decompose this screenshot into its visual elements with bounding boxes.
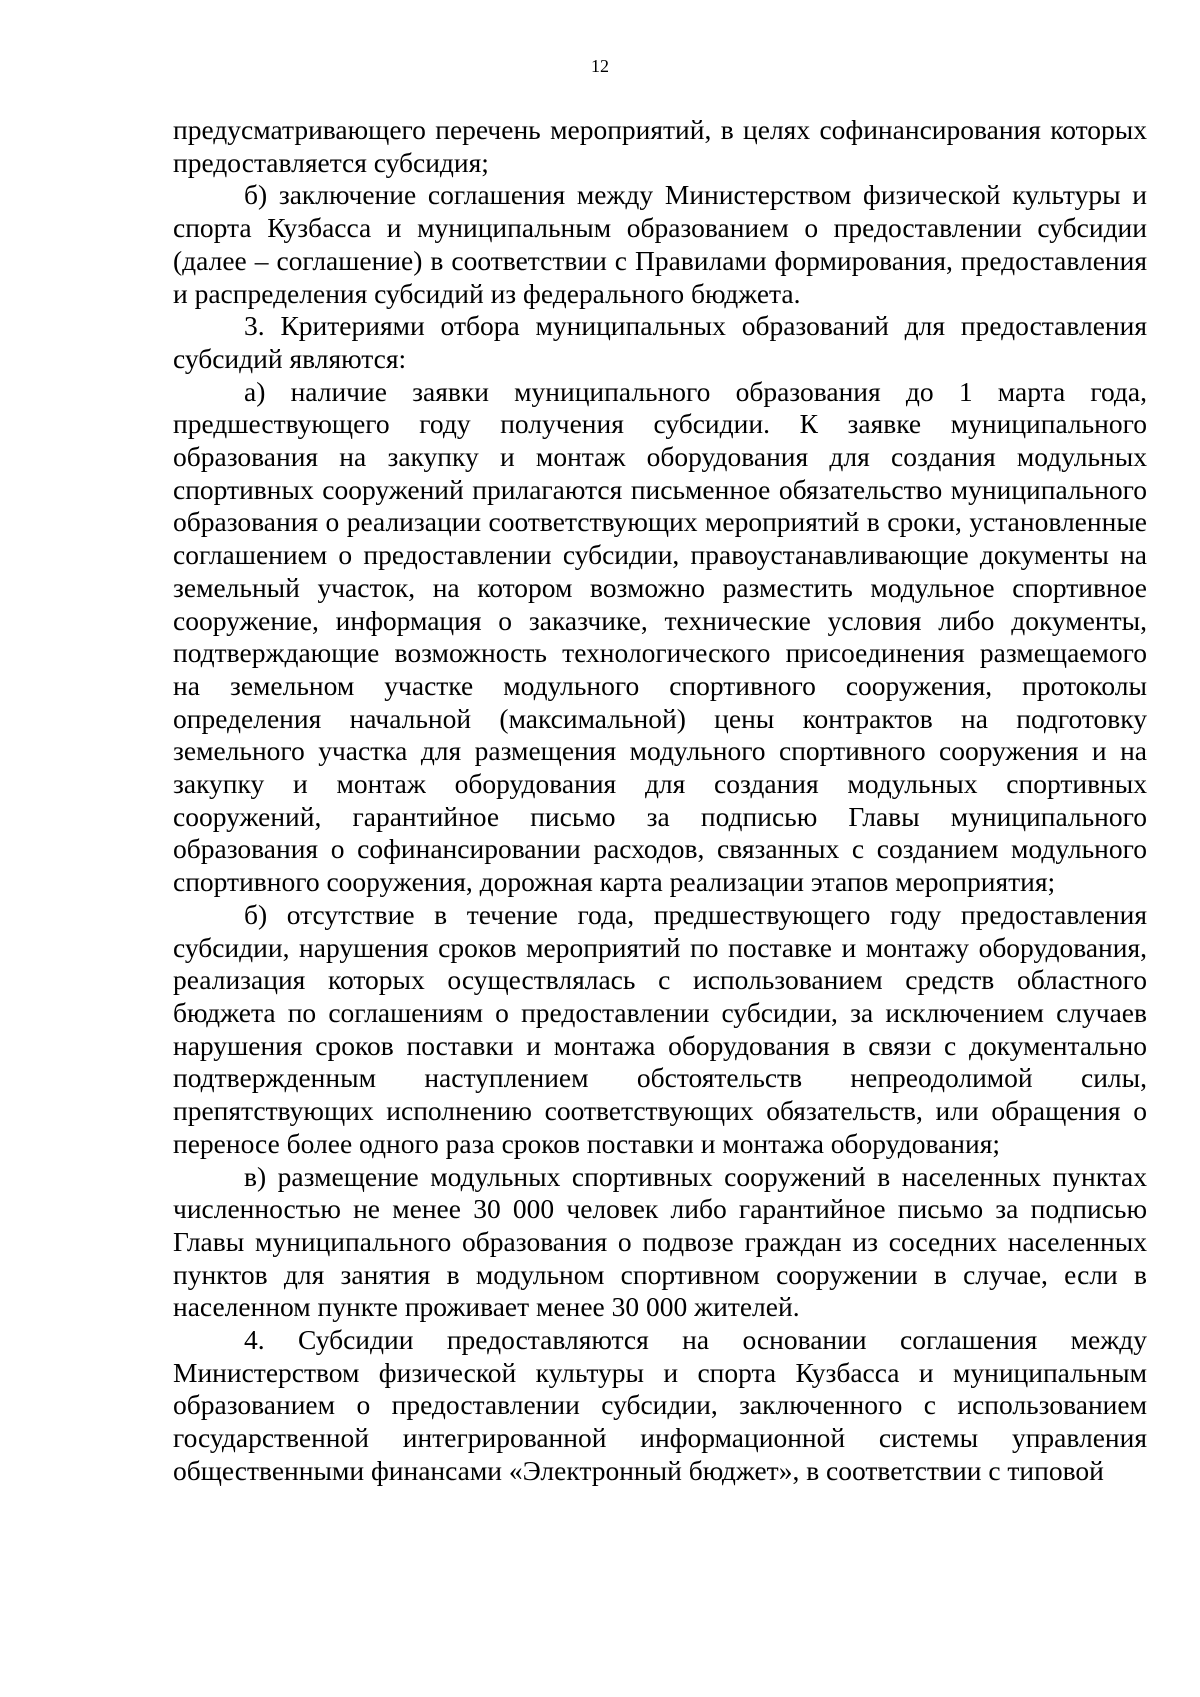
paragraph-4-subsidy-agreement: 4. Субсидии предоставляются на основании соглашения между Министерством физической культуры и спорта Кузбасса и муниципальным образованием о предоставлении субсидии, заключенного с использованием государственной интегрированной информационной системы управления общественными финансами «Электронный бюджет», в соответствии с типовой bbox=[173, 1324, 1147, 1486]
paragraph-2b-agreement: б) заключение соглашения между Министерством физической культуры и спорта Кузбасса и муниципальным образованием о предоставлении субсидии (далее – соглашение) в соответствии с Правилами формирования, предоставления и распределения субсидий из федерального бюджета. bbox=[173, 179, 1147, 309]
paragraph-3v-population: в) размещение модульных спортивных сооружений в населенных пунктах численностью не менее 30 000 человек либо гарантийное письмо за подписью Главы муниципального образования о подвозе граждан из соседних населенных пунктов для занятия в модульном спортивном сооружении в случае, если в населенном пункте проживает менее 30 000 жителей. bbox=[173, 1160, 1147, 1323]
page-number: 12 bbox=[591, 56, 609, 76]
document-body bbox=[173, 114, 1147, 1488]
paragraph-3-selection-criteria: 3. Критериями отбора муниципальных образований для предоставления субсидий являются: bbox=[173, 310, 1147, 374]
paragraph-continuation: предусматривающего перечень мероприятий, в целях софинансирования которых предоставляется субсидия; bbox=[173, 114, 1147, 178]
paragraph-3b-no-violations: б) отсутствие в течение года, предшествующего году предоставления субсидии, нарушения сроков мероприятий по поставке и монтажу оборудования, реализация которых осуществлялась с использованием средств областного бюджета по соглашениям о предоставлении субсидии, за исключением случаев нарушения сроков поставки и монтажа оборудования в связи с документально подтвержденным наступлением обстоятельств непреодолимой силы, препятствующих исполнению соответствующих обязательств, или обращения о переносе более одного раза сроков поставки и монтажа оборудования; bbox=[173, 898, 1147, 1159]
paragraph-3a-application: а) наличие заявки муниципального образования до 1 марта года, предшествующего году получения субсидии. К заявке муниципального образования на закупку и монтаж оборудования для создания модульных спортивных сооружений прилагаются письменное обязательство муниципального образования о реализации соответствующих мероприятий в сроки, установленные соглашением о предоставлении субсидии, правоустанавливающие документы на земельный участок, на котором возможно разместить модульное спортивное сооружение, информация о заказчике, технические условия либо документы, подтверждающие возможность технологического присоединения размещаемого на земельном участке модульного спортивного сооружения, протоколы определения начальной (максимальной) цены контрактов на подготовку земельного участка для размещения модульного спортивного сооружения и на закупку и монтаж оборудования для создания модульных спортивных сооружений, гарантийное письмо за подписью Главы муниципального образования о софинансировании расходов, связанных с созданием модульного спортивного сооружения, дорожная карта реализации этапов мероприятия; bbox=[173, 375, 1147, 898]
